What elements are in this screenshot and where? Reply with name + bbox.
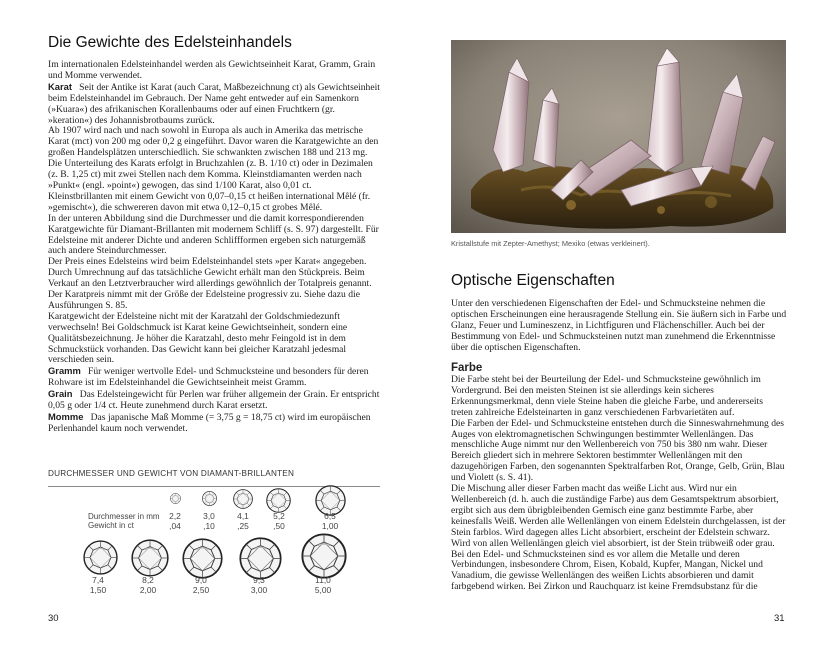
- label-weight: Gewicht in ct: [88, 521, 134, 530]
- paragraph-karat: Karat Seit der Antike ist Karat (auch Carat, Maßbezeichnung ct) als Gewichtseinheit beim Edelsteinhandel im Gebrauch. Der Name geht entweder auf ein Samenkorn (»Kuara«) des afrikanischen Korallenbaums oder auf einen Fruchtkern (gr. »keration«) des Johannisbrotbaums zurück.: [48, 80, 380, 126]
- paragraph-karat-price: Der Karatpreis nimmt mit der Größe der Edelsteine progressiv zu. Siehe dazu die Ausführungen S. 85.: [48, 289, 360, 311]
- term-gramm: Gramm: [48, 365, 81, 377]
- subheading-farbe: Farbe: [451, 362, 483, 374]
- paragraph-farbe-4: Bei den Edel- und Schmucksteinen sind es vor allem die Metalle und deren Verbindungen, insbesondere Chrom, Eisen, Kobald, Kupfer, Mangan, Nickel und Vanadium, die gewisse Wellenlängen des weißen Lichts absorbieren und damit farbgebend wirken. Bei Zirkon und Rauchquarz ist keine Fremdsubstanz für die: [451, 548, 763, 593]
- page-number-left: 30: [48, 613, 59, 624]
- diamond-value-cell: 6,5 1,00: [321, 511, 339, 531]
- paragraph-farbe-3: Die Mischung aller dieser Farben macht das weiße Licht aus. Wird nur ein Wellenbereich (d. h. auch die zuständige Farbe) aus dem Gesamtspektrum absorbiert, ergibt sich aus dem übrigbleibenden Gemisch eine ganz bestimmte Farbe, aber keinesfalls Weiß. Werden alle Wellenlängen von einem Edelstein durchgelassen, ist der Stein farblos. Wird dagegen alles Licht absorbiert, erscheint der Edelstein schwarz. Wird von allen Wellenlängen gleich viel absorbiert, ist der Stein trübweiß oder grau.: [451, 483, 786, 549]
- diamond-icon-2-50ct: [183, 539, 222, 578]
- amethyst-crystal-photo: [451, 40, 786, 233]
- paragraph-intro: Im internationalen Edelsteinhandel werden als Gewichtseinheit Karat, Gramm, Grain und Momme verwendet.: [48, 59, 376, 81]
- paragraph-gold-karat: Karatgewicht der Edelsteine nicht mit der Karatzahl der Goldschmiedezunft verwechseln! Bei Goldschmuck ist Karat keine Gewichtseinheit, sondern eine Qualitätsbezeichnung. Je höher die Karatzahl, desto mehr Feingold ist in dem Schmuckstück vorhanden. Das Gewicht kann bei gleicher Karatzahl jedesmal verschieden sein.: [48, 310, 348, 366]
- diamond-value-cell: 11,0 5,00: [314, 575, 332, 595]
- paragraph-farbe-2: Die Farben der Edel- und Schmucksteine entstehen durch die Sinneswahrnehmung des Auges von elektromagnetischen Schwingungen bestimmter Wellenlängen. Das menschliche Auge nimmt nur den Wellenbereich von 750 bis 380 nm wahr. Dieser Bereich gliedert sich in mehrere Sektoren bestimmter Wellenlängen mit den dazugehörigen Farben, den sogenannten Spektralfarben Rot, Orange, Gelb, Grün, Blau und Violett (s. S. 41).: [451, 417, 785, 484]
- paragraph-gramm: Gramm Für weniger wertvolle Edel- und Schmucksteine und besonders für deren Rohware ist im Edelsteinhandel die Gewichtseinheit meist Gramm.: [48, 365, 369, 389]
- diamond-icon-1-50ct: [84, 541, 117, 574]
- term-momme: Momme: [48, 411, 84, 422]
- diamond-value-cell: 5,2 ,50: [273, 511, 285, 531]
- page-heading-optics: Optische Eigenschaften: [451, 272, 615, 289]
- term-grain: Grain: [48, 388, 73, 400]
- diamond-icon-0-04ct: [170, 493, 180, 503]
- diamond-icon-2-00ct: [132, 540, 168, 576]
- optics-intro-text: Unter den verschiedenen Eigenschaften der Edel- und Schmucksteine nehmen die optischen Erscheinungen eine herausragende Stellung ein. Sie äußern sich in Farbe und Glanz, Feuer und Lumineszenz, in Lichtfiguren und Flächenschiller. Auch bei der Bestimmung von Edel- und Schmucksteinen nutzt man zunehmend die Erkenntnisse über die optischen Eigenschaften.: [451, 298, 787, 353]
- paragraph-metric-karat: Ab 1907 wird nach und nach sowohl in Europa als auch in Amerika das metrische Karat (mct) von 200 mg oder 0,2 g eingeführt. Davor waren die Karatgewichte an den großen Handelsplätzen unterschiedlich. Sie schwankten zwischen 188 und 213 mg.: [48, 125, 379, 159]
- paragraph-mele: Kleinstbrillanten mit einem Gewicht von 0,07–0,15 ct heißen international Mêlé (fr. »gemischt«), die schwereren davon mit etwa 0,12–0,15 ct grobes Mêlé.: [48, 190, 371, 213]
- diamond-value-cell: 8,2 2,00: [139, 575, 157, 595]
- paragraph-farbe-1: Die Farbe steht bei der Beurteilung der Edel- und Schmucksteine gewöhnlich im Vordergrund. Bei den meisten Steinen ist sie allerdings kein sicheres Erkennungsmerkmal, denn viele Steine haben die gleiche Farbe, und andererseits treten zahlreiche Edelsteinarten in ganz verschiedenen Farbvarietäten auf.: [451, 374, 763, 418]
- diamond-icon-5-00ct: [302, 534, 345, 577]
- diamond-icon-0-10ct: [202, 491, 216, 505]
- paragraph-diagram-note: In der unteren Abbildung sind die Durchmesser und die damit korrespondierenden Karatgewichte für Diamant-Brillanten mit modernem Schliff (s. S. 97) dargestellt. Für Edelsteine mit anderer Dichte und anderen Schliffformen ergeben sich naturgemäß auch andere Steindurchmesser.: [48, 212, 379, 257]
- diamond-value-cell: 3,0 ,10: [203, 511, 215, 531]
- page-number-right: 31: [774, 613, 785, 624]
- term-karat: Karat: [48, 80, 72, 92]
- diamond-value-cell: 9,3 3,00: [250, 575, 268, 595]
- paragraph-grain: Grain Das Edelsteingewicht für Perlen war früher allgemein der Grain. Er entspricht 0,05 g oder 1/4 ct. Heute zunehmend durch Karat ersetzt.: [48, 388, 380, 412]
- farbe-body-text: [451, 375, 787, 593]
- diamond-icon-0-50ct: [267, 489, 291, 513]
- paragraph-subdivision: Die Unterteilung des Karats erfolgt in Bruchzahlen (z. B. 1/10 ct) oder in Dezimalen (z. B. 1,25 ct) mit zwei Stellen nach dem Komma. Kleinstdiamanten werden nach »Punkt« (engl. »point«) gewogen, das sind 1/100 Karat, also 0,01 ct.: [48, 158, 373, 191]
- page-heading-weights: Die Gewichte des Edelsteinhandels: [48, 34, 292, 51]
- diamond-value-cell: 4,1 ,25: [237, 511, 249, 531]
- photo-caption: Kristallstufe mit Zepter-Amethyst; Mexiko (etwas verkleinert).: [451, 239, 650, 248]
- diamond-diagram: [0, 0, 416, 648]
- paragraph-momme: Momme Das japanische Maß Momme (= 3,75 g = 18,75 ct) wird im europäischen Perlenhandel kaum noch verwendet.: [48, 411, 371, 434]
- diamond-value-cell: 2,2 ,04: [169, 511, 181, 531]
- diamond-value-cell: 9,0 2,50: [192, 575, 210, 595]
- diamond-icon-3-00ct: [240, 538, 280, 578]
- diamond-value-cell: 7,4 1,50: [89, 575, 107, 595]
- paragraph-price: Der Preis eines Edelsteins wird beim Edelsteinhandel stets »per Karat« angegeben. Durch Umrechnung auf das tatsächliche Gewicht erhält man den Stückpreis. Beim Verkauf an den Letztverbraucher wird allerdings gewöhnlich der Totalpreis genannt.: [48, 256, 372, 290]
- label-diameter: Durchmesser in mm: [88, 512, 160, 521]
- left-page: [0, 0, 416, 648]
- diamond-icon-0-25ct: [234, 490, 253, 509]
- diagram-title: DURCHMESSER UND GEWICHT VON DIAMANT-BRILLANTEN: [48, 469, 295, 478]
